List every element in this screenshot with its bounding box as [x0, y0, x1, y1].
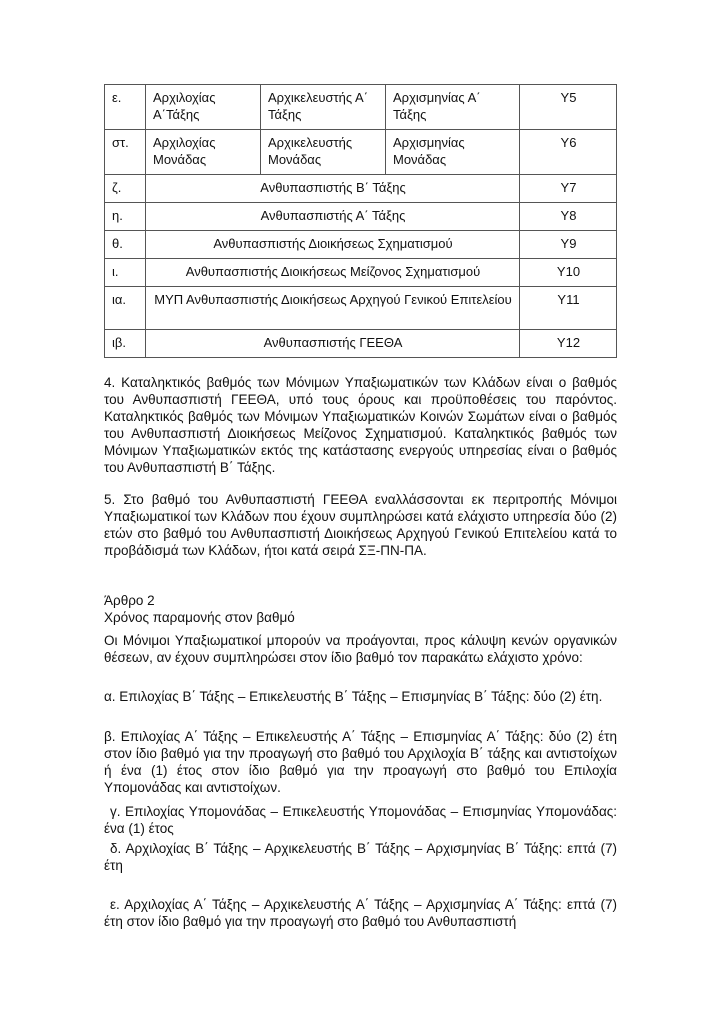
navy-grade: Αρχικελευστής Μονάδας [261, 130, 386, 175]
grade-title: Ανθυπασπιστής ΓΕΕΘΑ [146, 330, 520, 358]
table-row [105, 287, 617, 330]
army-grade: Αρχιλοχίας Α΄Τάξης [146, 85, 261, 130]
row-letter: ζ. [105, 175, 146, 203]
row-letter: η. [105, 203, 146, 231]
item-b: β. Επιλοχίας Α΄ Τάξης – Επικελευστής Α΄ Τάξης – Επισμηνίας Α΄ Τάξης: δύο (2) έτη στον ίδιο βαθμό για την προαγωγή στο βαθμό του Αρχιλοχία Β΄ τάξης και αντιστοίχων ή ένα (1) έτος στον ίδιο βαθμό για την προαγωγή στο βαθμό του Επιλοχία Υπομονάδας και αντιστοίχων. [104, 729, 617, 795]
grade-title: Ανθυπασπιστής Διοικήσεως Μείζονος Σχηματισμού [146, 259, 520, 287]
paragraph-5: 5. Στο βαθμό του Ανθυπασπιστή ΓΕΕΘΑ εναλλάσσονται εκ περιτροπής Μόνιμοι Υπαξιωματικοί των Κλάδων που έχουν συμπληρώσει κατά ελάχιστο υπηρεσία δύο (2) ετών στο βαθμό του Ανθυπασπιστή Διοικήσεως Αρχηγού Γενικού Επιτελείου κατά το προβάδισμά των Κλάδων, ήτοι κατά σειρά ΣΞ-ΠΝ-ΠΑ. [104, 492, 617, 558]
row-letter: ε. [105, 85, 146, 130]
article-title: Χρόνος παραμονής στον βαθμό [104, 610, 295, 625]
navy-grade: Αρχικελευστής Α΄ Τάξης [261, 85, 386, 130]
row-letter: ιβ. [105, 330, 146, 358]
grade-title: Ανθυπασπιστής Β΄ Τάξης [146, 175, 520, 203]
row-letter: στ. [105, 130, 146, 175]
grade-code: Υ5 [520, 85, 617, 130]
row-letter: θ. [105, 231, 146, 259]
grade-code: Υ6 [520, 130, 617, 175]
article-intro: Οι Μόνιμοι Υπαξιωματικοί μπορούν να προάγονται, προς κάλυψη κενών οργανικών θέσεων, αν έχουν συμπληρώσει στον ίδιο βαθμό τον παρακάτω ελάχιστο χρόνο: [104, 633, 617, 665]
document-page [104, 84, 617, 929]
item-d: δ. Αρχιλοχίας Β΄ Τάξης – Αρχικελευστής Β΄ Τάξης – Αρχισμηνίας Β΄ Τάξης: επτά (7) έτη [104, 841, 617, 873]
grade-code: Υ8 [520, 203, 617, 231]
grade-title: Ανθυπασπιστής Α΄ Τάξης [146, 203, 520, 231]
table-row [105, 130, 617, 175]
army-grade: Αρχιλοχίας Μονάδας [146, 130, 261, 175]
item-c: γ. Επιλοχίας Υπομονάδας – Επικελευστής Υπομονάδας – Επισμηνίας Υπομονάδας: ένα (1) έτος [104, 804, 617, 836]
item-e: ε. Αρχιλοχίας Α΄ Τάξης – Αρχικελευστής Α΄ Τάξης – Αρχισμηνίας Α΄ Τάξης: επτά (7) έτη στον ίδιο βαθμό για την προαγωγή στο βαθμό του Ανθυπασπιστή [104, 897, 617, 929]
grade-code: Υ7 [520, 175, 617, 203]
grade-code: Υ11 [520, 287, 617, 330]
table-row [105, 330, 617, 358]
table-row [105, 203, 617, 231]
table-row [105, 175, 617, 203]
grade-code: Υ10 [520, 259, 617, 287]
table-row [105, 85, 617, 130]
table-row [105, 259, 617, 287]
grade-title: Ανθυπασπιστής Διοικήσεως Σχηματισμού [146, 231, 520, 259]
paragraph-4: 4. Καταληκτικός βαθμός των Μόνιμων Υπαξιωματικών των Κλάδων είναι ο βαθμός του Ανθυπασπιστή ΓΕΕΘΑ, υπό τους όρους και προϋποθέσεις του παρόντος. Καταληκτικός βαθμός των Μόνιμων Υπαξιωματικών Κοινών Σωμάτων είναι ο βαθμός του Ανθυπασπιστή Διοικήσεως Μείζονος Σχηματισμού. Καταληκτικός βαθμός των Μόνιμων Υπαξιωματικών εκτός της κατάστασης ενεργούς υπηρεσίας είναι ο βαθμός του Ανθυπασπιστή Β΄ Τάξης. [104, 375, 617, 475]
airforce-grade: Αρχισμηνίας Α΄ Τάξης [386, 85, 520, 130]
grade-code: Υ12 [520, 330, 617, 358]
grades-table [104, 84, 617, 358]
table-row [105, 231, 617, 259]
grade-code: Υ9 [520, 231, 617, 259]
row-letter: ια. [105, 287, 146, 330]
row-letter: ι. [105, 259, 146, 287]
article-number: Άρθρο 2 [104, 593, 155, 608]
airforce-grade: Αρχισμηνίας Μονάδας [386, 130, 520, 175]
item-a: α. Επιλοχίας Β΄ Τάξης – Επικελευστής Β΄ Τάξης – Επισμηνίας Β΄ Τάξης: δύο (2) έτη. [104, 689, 603, 704]
grade-title: ΜΥΠ Ανθυπασπιστής Διοικήσεως Αρχηγού Γενικού Επιτελείου [146, 287, 520, 330]
